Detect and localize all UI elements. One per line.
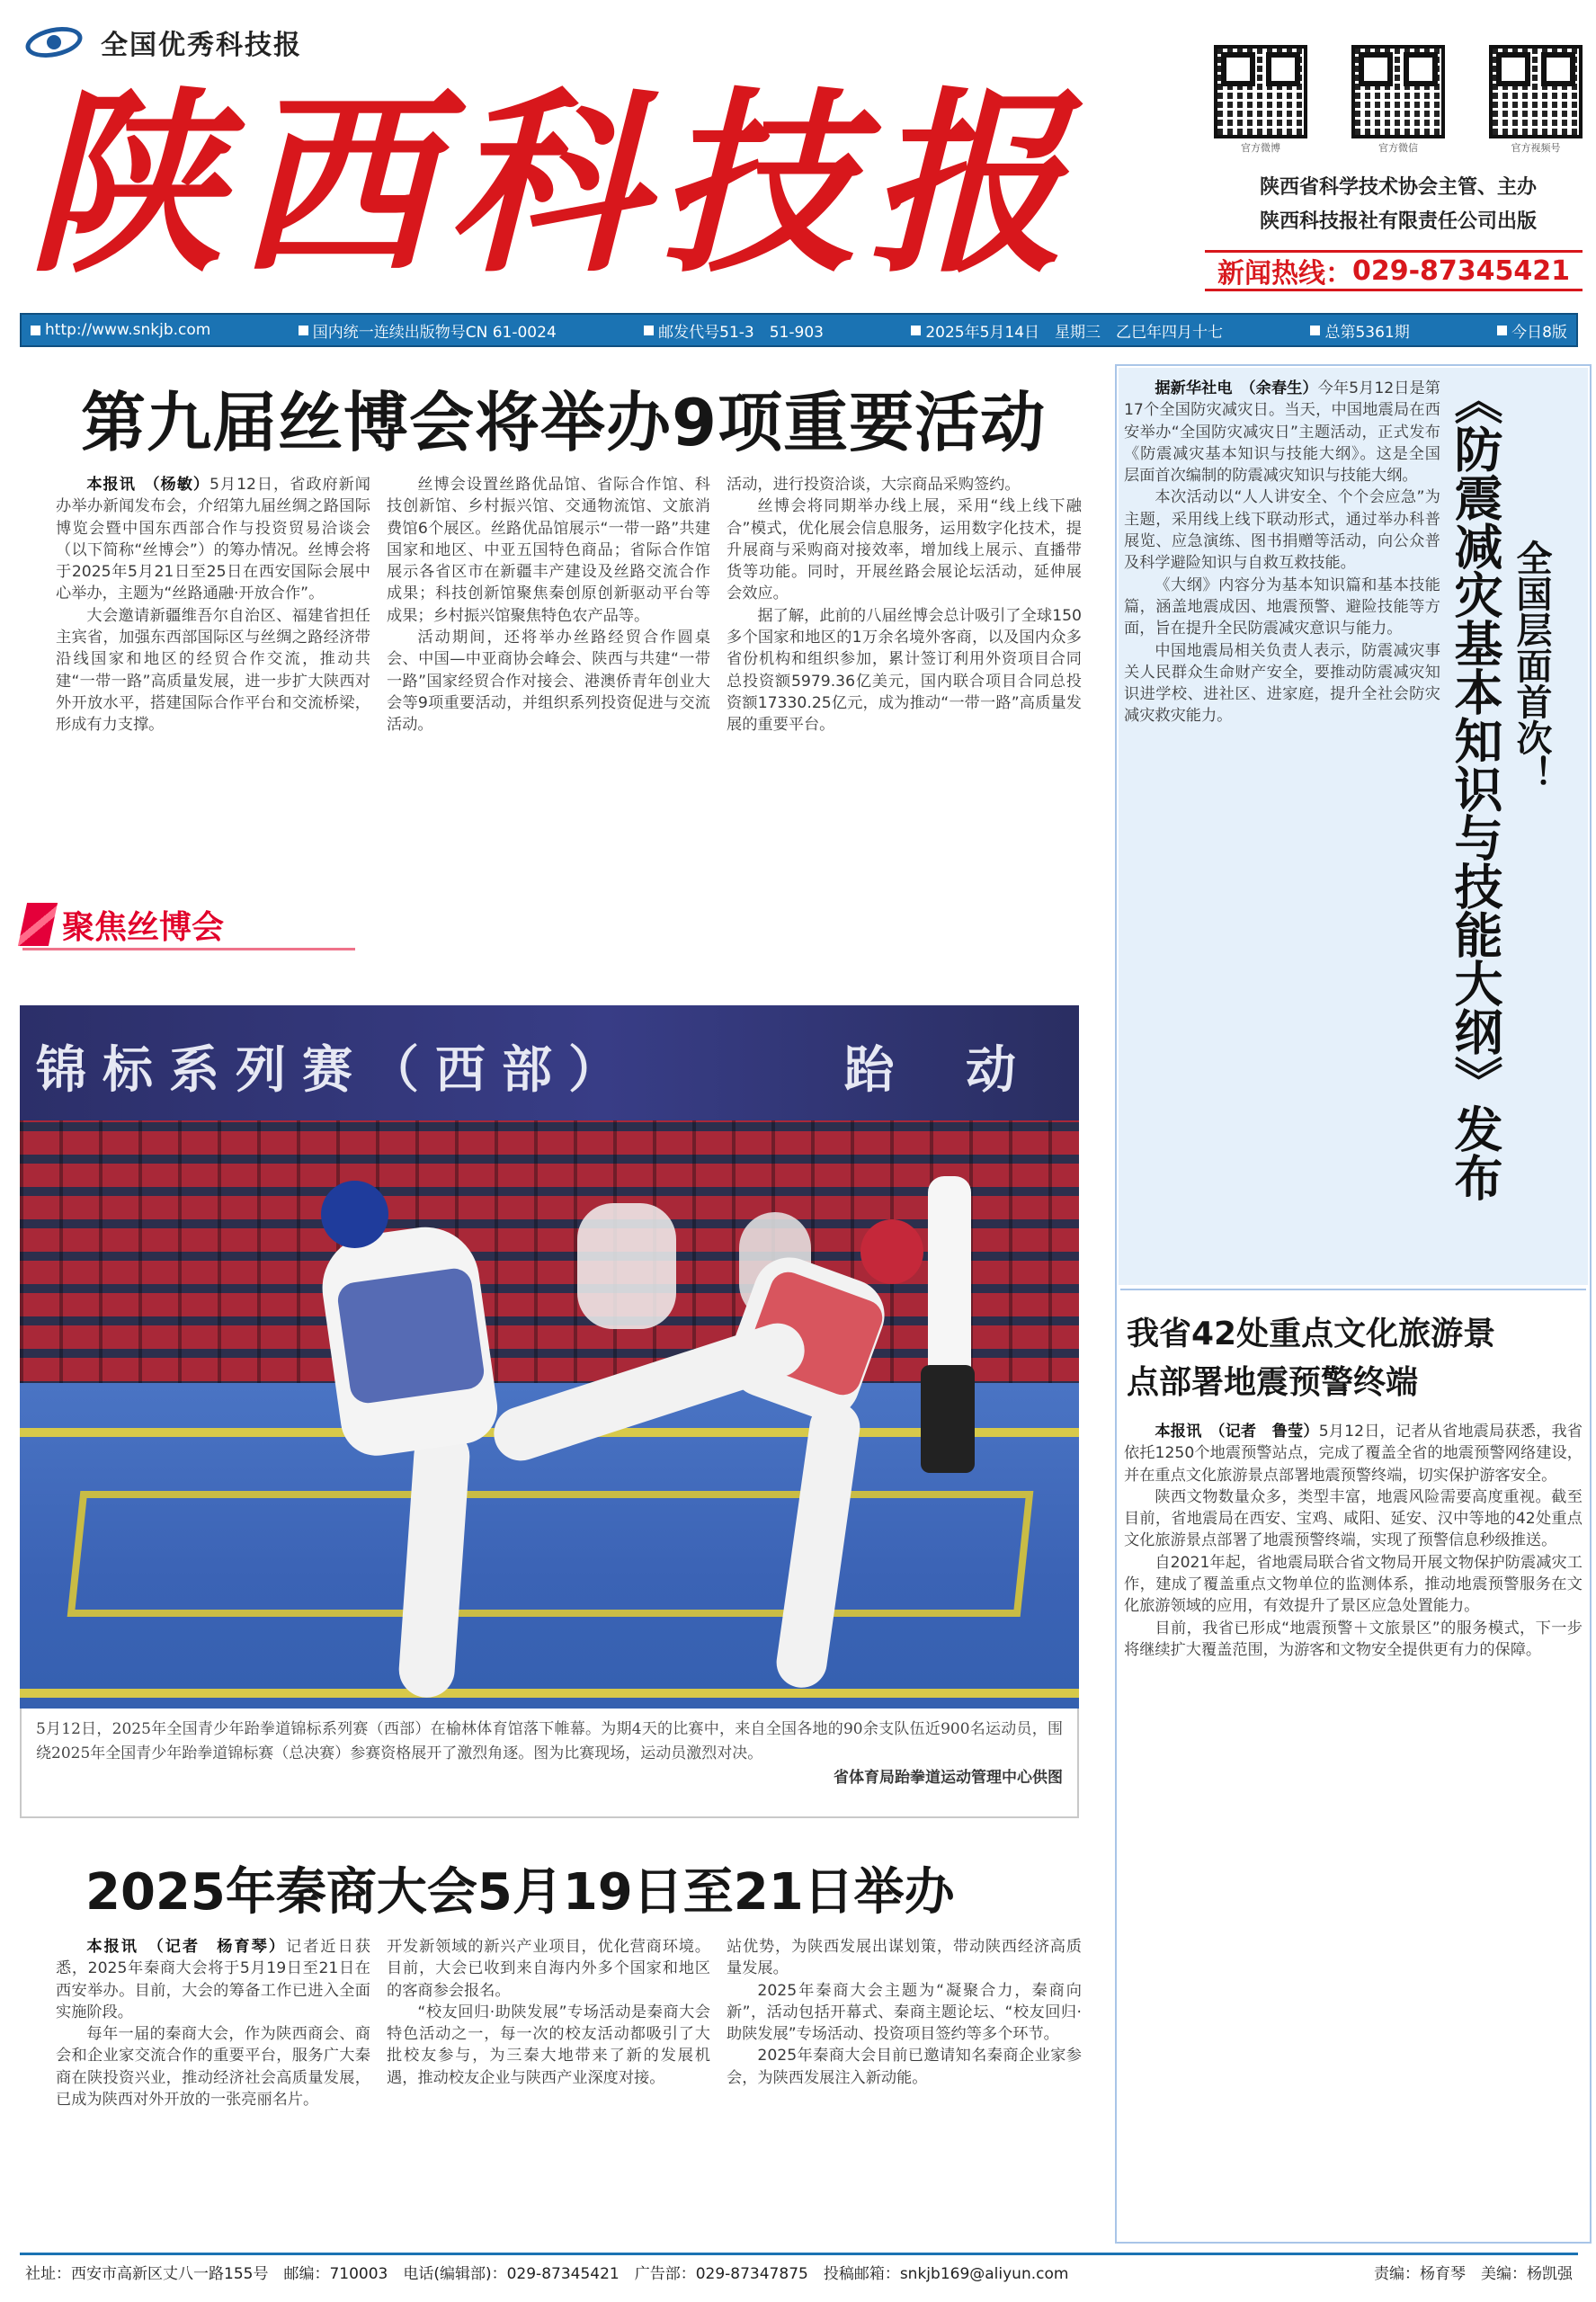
qr-label: 官方微博 — [1241, 142, 1280, 154]
article-paragraph: 丝博会将同期举办线上展，采用“线上线下融合”模式，优化展会信息服务，运用数字化技术，提升展商与采购商对接效率，增加线上展示、直播带货等功能。同时，开展丝路会展论坛活动，延伸展会效应。 — [727, 497, 1082, 603]
sidebar-vertical-headline: 《防震减灾基本知识与技能大纲》发布 — [1447, 376, 1503, 1201]
qr-code-icon[interactable] — [1214, 45, 1307, 154]
top-badge — [20, 20, 415, 65]
photo-caption — [20, 1709, 1079, 1818]
issue-total: 总第5361期 — [1310, 319, 1409, 342]
news-hotline — [1205, 250, 1583, 291]
article-text: 今年5月12日是第17个全国防灾减灾日。当天，中国地震局在西安举办“全国防灾减灾日”主题活动，正式发布《防震减灾基本知识与技能大纲》。这是全国层面首次编制的防震减灾知识与技能大纲。 — [1124, 379, 1440, 486]
qr-label: 官方微信 — [1378, 142, 1418, 154]
article-lead: 据新华社电 （余春生） — [1155, 379, 1318, 397]
section-tag-label: 聚焦丝博会 — [62, 908, 225, 946]
article-column — [56, 1936, 370, 2224]
article-text: 5月12日，记者从省地震局获悉，我省依托1250个地震预警站点，完成了覆盖全省的地震预警网络建设，并在重点文化旅游景点部署地震预警终端，切实保护游客安全。 — [1124, 1423, 1583, 1485]
section-tag — [22, 897, 355, 952]
article-paragraph: 据了解，此前的八届丝博会总计吸引了全球150多个国家和地区的1万余名境外客商，以及国内众多省份机构和组织参加，累计签订利用外资项目合同总投资额5979.36亿美元，国内联合项目合同总投资额17330.25亿元，成为推动“一带一路”高质量发展的重要平台。 — [727, 606, 1082, 735]
article-paragraph: 陕西文物数量众多，类型丰富，地震风险需要高度重视。截至目前，省地震局在西安、宝鸡、咸阳、延安、汉中等地的42处重点文化旅游景点部署了地震预警终端，实现了预警信息秒级推送。 — [1124, 1487, 1583, 1550]
article-paragraph: 自2021年起，省地震局联合省文物局开展文物保护防震减灾工作，建成了覆盖重点文物单位的监测体系，推动地震预警服务在文化旅游领域的应用，有效提升了景区应急处置能力。 — [1124, 1553, 1583, 1616]
postal-code: 邮发代号51-3 51-903 — [644, 319, 824, 342]
referee-legs — [921, 1365, 975, 1473]
page-count: 今日8版 — [1497, 319, 1567, 342]
website-link[interactable]: http://www.snkjb.com — [31, 321, 210, 339]
athlete-blue-vest — [335, 1266, 486, 1405]
article-paragraph: 目前，我省已形成“地震预警＋文旅景区”的服务模式，下一步将继续扩大覆盖范围，为游客和文物安全提供更有力的保障。 — [1124, 1619, 1583, 1659]
footer-address: 社址：西安市高新区丈八一路155号 邮编：710003 电话(编辑部)：029-87345421 广告部：029-87347875 投稿邮箱：snkjb169@aliyun.com — [25, 2265, 1069, 2283]
serial-number: 国内统一连续出版物号CN 61-0024 — [299, 319, 557, 342]
article-paragraph: “校友回归·助陕发展”专场活动是秦商大会特色活动之一，每一次的校友活动都吸引了大批校友参与，为三秦大地带来了新的发展机遇，推动校友企业与陕西产业深度对接。 — [387, 2003, 710, 2087]
issue-info-bar — [20, 313, 1578, 347]
article-paragraph: 《大纲》内容分为基本知识篇和基本技能篇，涵盖地震成因、地震预警、避险技能等方面，旨在提升全民防震减灾意识与能力。 — [1124, 576, 1440, 638]
article-text: 5月12日，省政府新闻办举办新闻发布会，介绍第九届丝绸之路国际博览会暨中国东西部合作与投资贸易洽谈会（以下简称“丝博会”）的筹办情况。丝博会将于2025年5月21日至25日在西安国际会展中心举办，主题为“丝路通融·开放合作”。 — [56, 476, 370, 603]
article-paragraph: 站优势，为陕西发展出谋划策，带动陕西经济高质量发展。 — [727, 1938, 1082, 1978]
newspaper-title: 陕西科技报 — [27, 69, 1079, 299]
qr-code-icon[interactable] — [1351, 45, 1445, 154]
hotline-number: 029-87345421 — [1351, 254, 1571, 287]
article-paragraph: 2025年秦商大会目前已邀请知名秦商企业家参会，为陕西发展注入新动能。 — [727, 2047, 1082, 2087]
article-column — [727, 474, 1082, 964]
tag-marker-icon — [18, 903, 58, 946]
photo-credit: 省体育局跆拳道运动管理中心供图 — [834, 1769, 1063, 1787]
hotline-label: 新闻热线： — [1217, 258, 1352, 290]
article-paragraph: 每年一届的秦商大会，作为陕西商会、商会和企业家交流合作的重要平台，服务广大秦商在陕投资兴业，推动经济社会高质量发展，已成为陕西对外开放的一张亮丽名片。 — [56, 2025, 370, 2110]
qr-codes — [1214, 45, 1583, 157]
sidebar-divider — [1120, 1289, 1586, 1290]
article-paragraph: 活动期间，还将举办丝路经贸合作圆桌会、中国—中亚商协会峰会、陕西与共建“一带一路”国家经贸合作对接会、港澳侨青年创业大会等9项重要活动，并组织系列投资促进与交流活动。 — [387, 629, 710, 735]
article-text: 记者近日获悉，2025年秦商大会将于5月19日至21日在西安举办。目前，大会的筹备工作已进入全面实施阶段。 — [56, 1938, 370, 2021]
background-athlete — [577, 1203, 676, 1329]
taekwondo-photo — [20, 1005, 1079, 1709]
publisher-line: 陕西省科学技术协会主管、主办 — [1259, 176, 1537, 199]
sidebar-column — [1124, 1421, 1583, 2230]
article-lead: 本报讯 （记者 杨育琴） — [86, 1938, 287, 1956]
caption-text: 5月12日，2025年全国青少年跆拳道锦标系列赛（西部）在榆林体育馆落下帷幕。为期4天的比赛中，来自全国各地的90余支队伍近900名运动员，围绕2025年全国青少年跆拳道锦标赛（总决赛）参赛资格展开了激烈角逐。图为比赛现场，运动员激烈对决。 — [36, 1720, 1063, 1762]
article-lead: 本报讯 （记者 鲁莹） — [1155, 1423, 1319, 1441]
article-paragraph: 丝博会设置丝路优品馆、省际合作馆、科技创新馆、乡村振兴馆、交通物流馆、文旅消费馆6个展区。丝路优品馆展示“一带一路”共建国家和地区、中亚五国特色商品；省际合作馆展示各省区市在新疆丰产建设及丝路交流合作成果；科技创新馆聚焦秦创原创新驱动平台等成果；乡村振兴馆聚焦特色农产品等。 — [387, 476, 710, 625]
sidebar-headline: 我省42处重点文化旅游景点部署地震预警终端 — [1127, 1316, 1496, 1401]
page-footer — [20, 2253, 1578, 2289]
article-lead: 本报讯 （杨敏） — [86, 476, 210, 494]
article-column — [387, 474, 710, 964]
article-column — [56, 474, 370, 888]
article-paragraph: 大会邀请新疆维吾尔自治区、福建省担任主宾省，加强东西部国际区与丝绸之路经济带沿线国家和地区的经贸合作交流，推动共建“一带一路”高质量发展，进一步扩大陕西对外开放水平，搭建国际合作平台和交流桥梁，形成有力支撑。 — [56, 606, 370, 735]
qr-code-icon[interactable] — [1489, 45, 1583, 154]
photo-banner-text-right: 跆 动 — [843, 1041, 1043, 1100]
second-headline: 2025年秦商大会5月19日至21日举办 — [85, 1863, 955, 1922]
newspaper-logo-icon — [20, 22, 92, 62]
article-paragraph: 活动，进行投资洽谈，大宗商品采购签约。 — [727, 476, 1021, 494]
footer-editors: 责编：杨育琴 美编：杨凯强 — [1374, 2265, 1573, 2283]
issue-date: 2025年5月14日 星期三 乙巳年四月十七 — [911, 319, 1223, 342]
athlete-red-helmet — [860, 1219, 923, 1284]
article-paragraph: 中国地震局相关负责人表示，防震减灾事关人民群众生命财产安全，要推动防震减灾知识进学校、进社区、进家庭，提升全社会防灾减灾救灾能力。 — [1124, 641, 1440, 726]
badge-text: 全国优秀科技报 — [101, 30, 302, 61]
article-column — [727, 1936, 1082, 2224]
article-paragraph: 2025年秦商大会主题为“凝聚合力，秦商向新”，活动包括开幕式、秦商主题论坛、“校友回归·助陕发展”专场活动、投资项目签约等多个环节。 — [727, 1981, 1082, 2044]
athlete-blue-helmet — [321, 1181, 388, 1248]
publisher-info — [1214, 171, 1583, 239]
sidebar-vertical-subhead: 全国层面首次！ — [1511, 540, 1552, 791]
photo-banner-text: 锦标系列赛（西部） — [36, 1041, 635, 1100]
sidebar-column — [1124, 378, 1440, 1277]
article-paragraph: 本次活动以“人人讲安全、个个会应急”为主题，采用线上线下联动形式，通过举办科普展览、应急演练、图书捐赠等活动，向公众普及科学避险知识与自救互救技能。 — [1124, 488, 1440, 573]
publisher-line: 陕西科技报社有限责任公司出版 — [1259, 210, 1537, 233]
qr-label: 官方视频号 — [1511, 142, 1561, 154]
main-headline: 第九届丝博会将举办9项重要活动 — [81, 385, 1047, 460]
article-paragraph: 开发新领域的新兴产业项目，优化营商环境。目前，大会已收到来自海内外多个国家和地区的客商参会报名。 — [387, 1938, 710, 2000]
article-column — [387, 1936, 710, 2224]
